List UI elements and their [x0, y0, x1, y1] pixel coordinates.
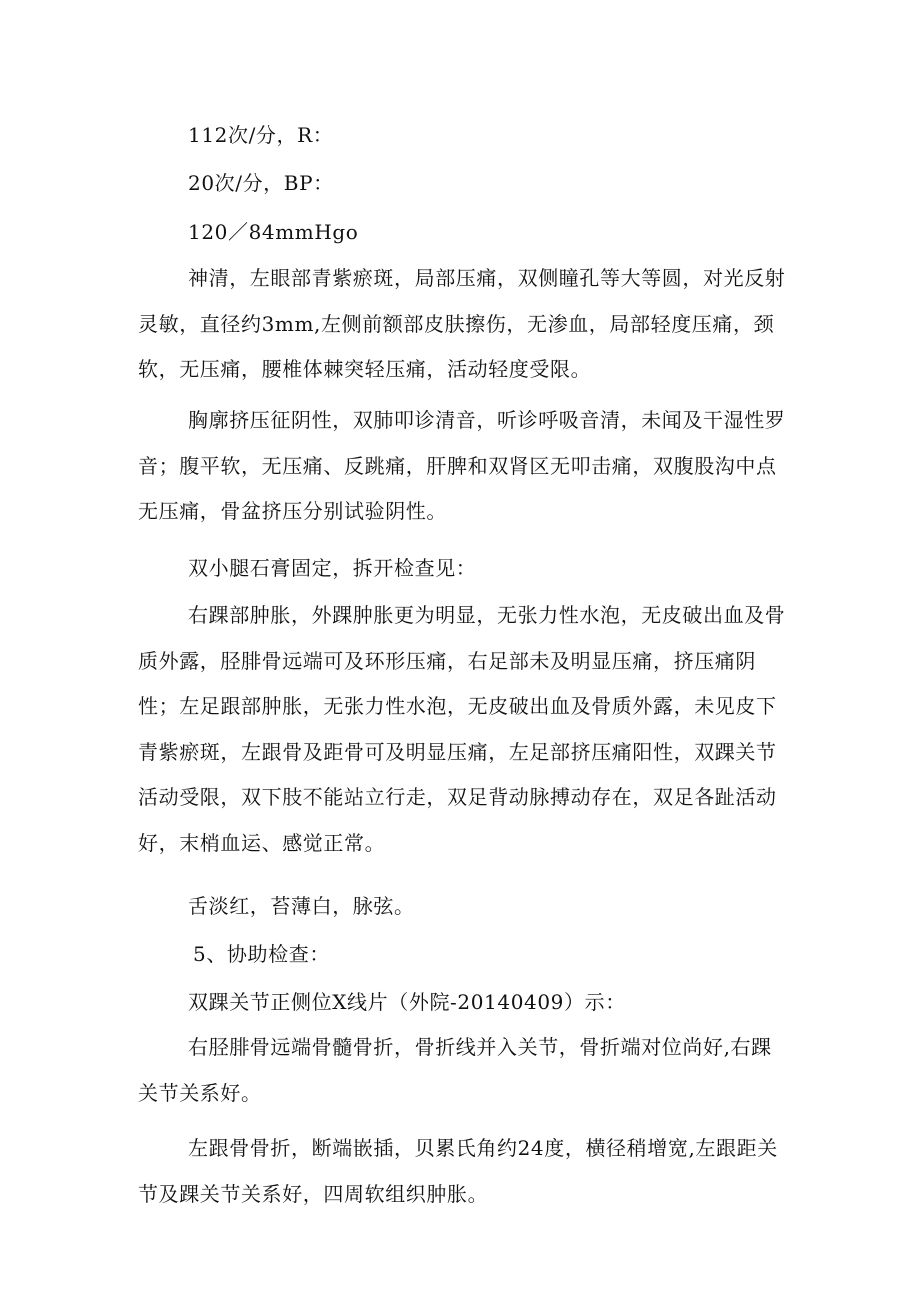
- blood-pressure-line: 120／84mmHgo: [188, 220, 359, 244]
- right-ankle-finding: 右胫腓骨远端骨髓骨折，骨折线并入关节，骨折端对位尚好,右踝关节关系好。: [138, 1035, 772, 1105]
- cast-removal-line: 双小腿石膏固定，拆开检查见：: [188, 556, 477, 580]
- tongue-pulse-line: 舌淡红，苔薄白，脉弦。: [188, 894, 415, 918]
- respiration-line: 20次/分，BP：: [188, 171, 334, 195]
- left-heel-finding: 左跟骨骨折，断端嵌插，贝累氏角约24度，横径稍增宽,左跟距关节及踝关节关系好，四周软组织肿胀。: [138, 1136, 778, 1206]
- neuro-exam-paragraph: 神清，左眼部青紫瘀斑，局部压痛，双侧瞳孔等大等圆，对光反射灵敏，直径约3mm,左侧前额部皮肤擦伤，无渗血，局部轻度压痛，颈软，无压痛，腰椎体棘突轻压痛，活动轻度受限。: [138, 266, 786, 381]
- chest-abdomen-paragraph: 胸廓挤压征阴性，双肺叩诊清音，听诊呼吸音清，未闻及干湿性罗音；腹平软，无压痛、反跳痛，肝脾和双肾区无叩击痛，双腹股沟中点无压痛，骨盆挤压分别试验阴性。: [138, 408, 786, 523]
- xray-title: 双踝关节正侧位X线片（外院-20140409）示：: [188, 990, 626, 1014]
- limb-exam-paragraph: 右踝部肿胀，外踝肿胀更为明显，无张力性水泡，无皮破出血及骨质外露，胫腓骨远端可及环形压痛，右足部未及明显压痛，挤压痛阴性；左足跟部肿胀，无张力性水泡，无皮破出血及骨质外露，未见皮下青紫瘀斑，左跟骨及距骨可及明显压痛，左足部挤压痛阳性，双踝关节活动受限，双下肢不能站立行走，双足背动脉搏动存在，双足各趾活动好，末梢血运、感觉正常。: [138, 603, 786, 855]
- pulse-line: 112次/分，R：: [188, 123, 334, 147]
- aux-exam-heading: 5、协助检查：: [193, 942, 330, 966]
